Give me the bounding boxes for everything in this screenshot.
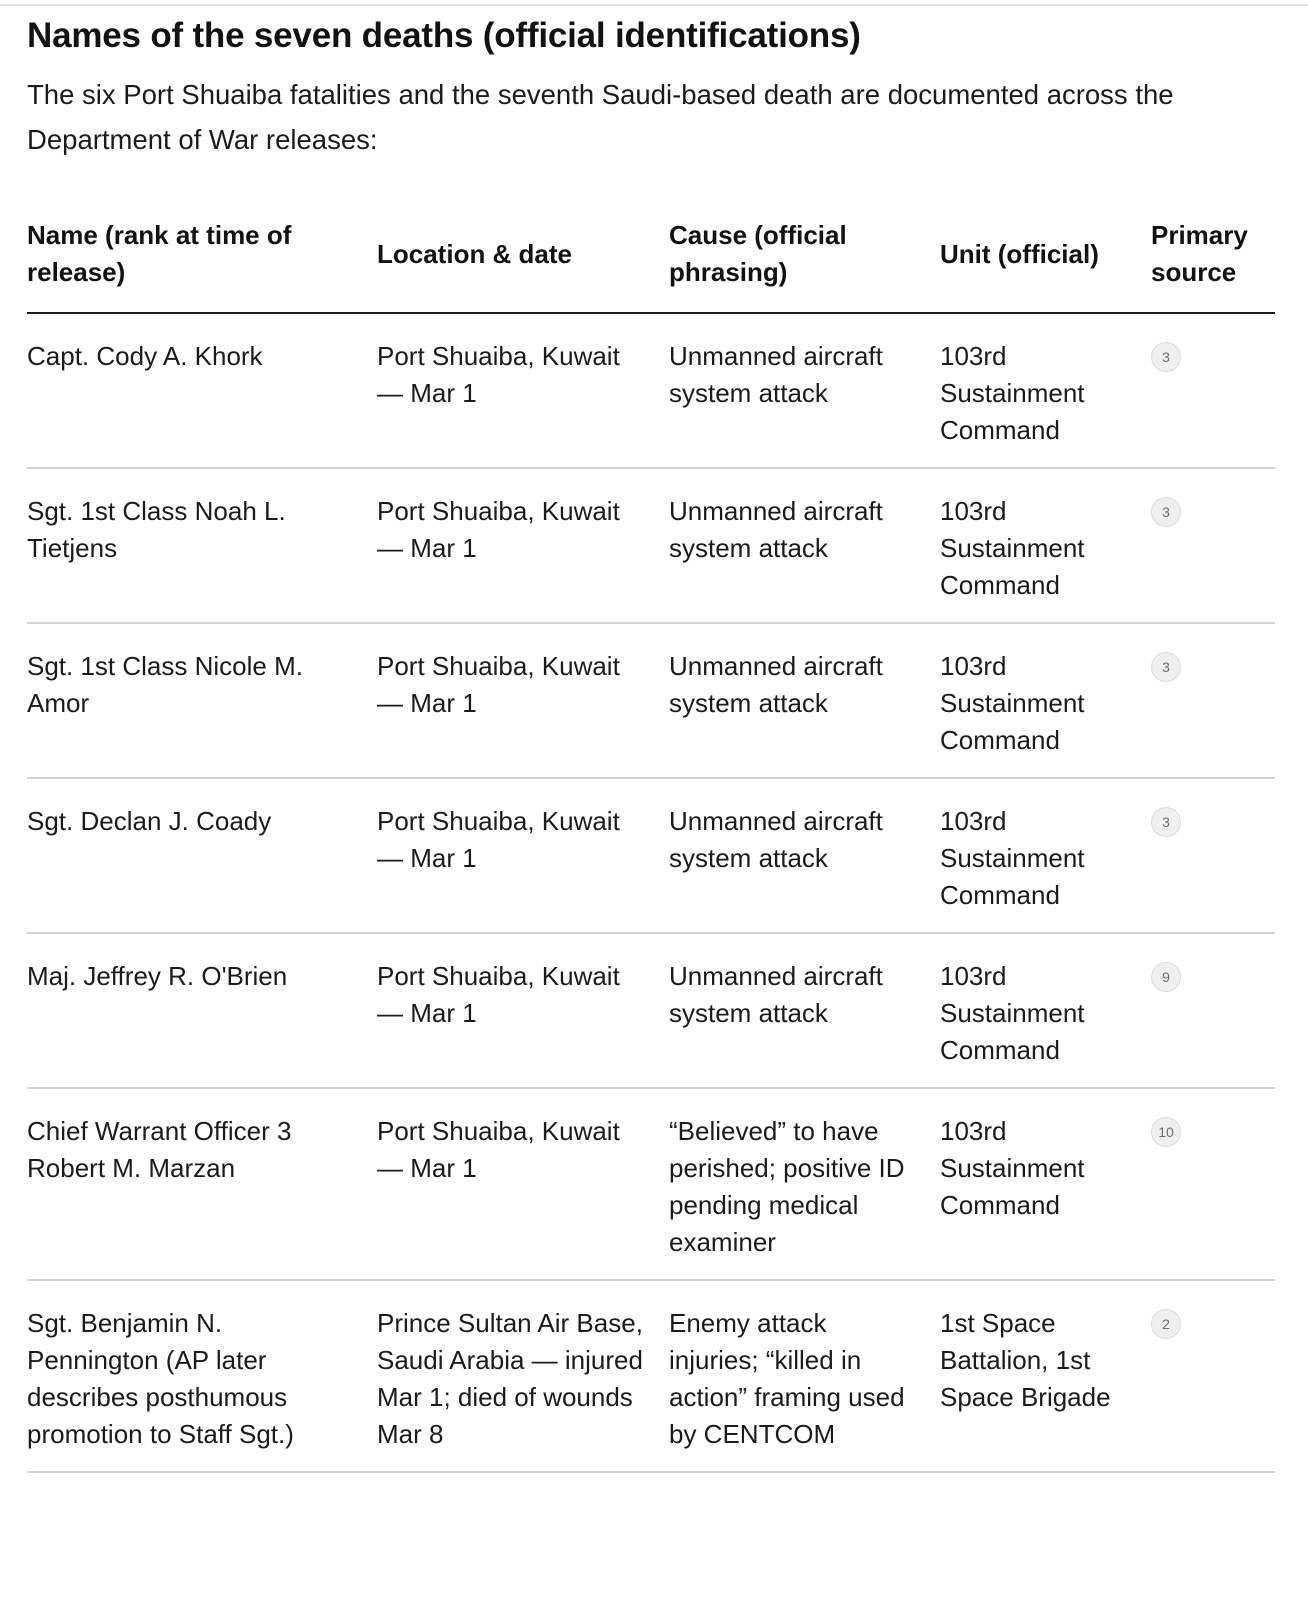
unit-text: 103rd Sustainment Command	[940, 341, 1085, 445]
location-text: Prince Sultan Air Base, Saudi Arabia — injured Mar 1; died of wounds Mar 8	[377, 1308, 643, 1449]
location-cell	[377, 468, 669, 623]
column-header-unit: Unit (official)	[940, 196, 1151, 313]
source-citation-badge[interactable]: 10	[1151, 1117, 1181, 1147]
column-header-cause: Cause (official phrasing)	[669, 196, 940, 313]
source-cell	[1151, 313, 1275, 468]
table-row	[27, 468, 1275, 623]
location-text: Port Shuaiba, Kuwait — Mar 1	[377, 961, 620, 1028]
table-row	[27, 933, 1275, 1088]
table-row	[27, 313, 1275, 468]
name-cell	[27, 778, 377, 933]
intro-paragraph: The six Port Shuaiba fatalities and the seventh Saudi-based death are documented across the Department of War releases:	[27, 79, 1174, 155]
unit-text: 103rd Sustainment Command	[940, 961, 1085, 1065]
top-divider	[0, 4, 1308, 6]
cause-text: Unmanned aircraft system attack	[669, 496, 883, 563]
cause-cell	[669, 933, 940, 1088]
source-cell	[1151, 778, 1275, 933]
cause-text: Unmanned aircraft system attack	[669, 961, 883, 1028]
cause-cell	[669, 1280, 940, 1472]
cause-cell	[669, 778, 940, 933]
cause-cell	[669, 1088, 940, 1280]
source-citation-badge[interactable]: 3	[1151, 497, 1181, 527]
source-citation-badge[interactable]: 3	[1151, 342, 1181, 372]
column-header-location: Location & date	[377, 196, 669, 313]
location-text: Port Shuaiba, Kuwait — Mar 1	[377, 651, 620, 718]
deaths-table	[27, 196, 1275, 1473]
name-text: Sgt. Declan J. Coady	[27, 806, 272, 836]
table-header-row	[27, 196, 1275, 313]
cause-text: Unmanned aircraft system attack	[669, 806, 883, 873]
name-cell	[27, 1280, 377, 1472]
cause-cell	[669, 468, 940, 623]
location-cell	[377, 313, 669, 468]
location-cell	[377, 1088, 669, 1280]
location-cell	[377, 778, 669, 933]
source-cell	[1151, 623, 1275, 778]
unit-cell	[940, 1088, 1151, 1280]
unit-text: 103rd Sustainment Command	[940, 806, 1085, 910]
table-row	[27, 778, 1275, 933]
section-title: Names of the seven deaths (official identifications)	[27, 16, 861, 55]
name-cell	[27, 313, 377, 468]
column-header-name: Name (rank at time of release)	[27, 196, 377, 313]
unit-cell	[940, 933, 1151, 1088]
cause-cell	[669, 623, 940, 778]
location-text: Port Shuaiba, Kuwait — Mar 1	[377, 806, 620, 873]
location-text: Port Shuaiba, Kuwait — Mar 1	[377, 496, 620, 563]
name-text: Sgt. 1st Class Noah L. Tietjens	[27, 496, 286, 563]
cause-text: Unmanned aircraft system attack	[669, 341, 883, 408]
source-citation-badge[interactable]: 3	[1151, 652, 1181, 682]
source-cell	[1151, 468, 1275, 623]
location-cell	[377, 933, 669, 1088]
cause-text: Enemy attack injuries; “killed in action” framing used by CENTCOM	[669, 1308, 905, 1449]
unit-text: 103rd Sustainment Command	[940, 496, 1085, 600]
location-cell	[377, 1280, 669, 1472]
location-text: Port Shuaiba, Kuwait — Mar 1	[377, 341, 620, 408]
location-text: Port Shuaiba, Kuwait — Mar 1	[377, 1116, 620, 1183]
name-cell	[27, 468, 377, 623]
location-cell	[377, 623, 669, 778]
unit-cell	[940, 1280, 1151, 1472]
name-text: Maj. Jeffrey R. O'Brien	[27, 961, 288, 991]
name-text: Chief Warrant Officer 3 Robert M. Marzan	[27, 1116, 292, 1183]
name-cell	[27, 1088, 377, 1280]
cause-text: Unmanned aircraft system attack	[669, 651, 883, 718]
table-row	[27, 1088, 1275, 1280]
source-cell	[1151, 933, 1275, 1088]
unit-text: 1st Space Battalion, 1st Space Brigade	[940, 1308, 1111, 1412]
source-citation-badge[interactable]: 3	[1151, 807, 1181, 837]
cause-text: “Believed” to have perished; positive ID pending medical examiner	[669, 1116, 905, 1257]
name-text: Sgt. 1st Class Nicole M. Amor	[27, 651, 303, 718]
unit-cell	[940, 468, 1151, 623]
source-cell	[1151, 1088, 1275, 1280]
name-cell	[27, 933, 377, 1088]
name-text: Sgt. Benjamin N. Pennington (AP later describes posthumous promotion to Staff Sgt.)	[27, 1308, 294, 1449]
table-row	[27, 623, 1275, 778]
source-cell	[1151, 1280, 1275, 1472]
unit-cell	[940, 623, 1151, 778]
unit-text: 103rd Sustainment Command	[940, 1116, 1085, 1220]
source-citation-badge[interactable]: 9	[1151, 962, 1181, 992]
name-text: Capt. Cody A. Khork	[27, 341, 263, 371]
cause-cell	[669, 313, 940, 468]
name-cell	[27, 623, 377, 778]
unit-text: 103rd Sustainment Command	[940, 651, 1085, 755]
unit-cell	[940, 313, 1151, 468]
column-header-source: Primary source	[1151, 196, 1275, 313]
table-row	[27, 1280, 1275, 1472]
unit-cell	[940, 778, 1151, 933]
source-citation-badge[interactable]: 2	[1151, 1309, 1181, 1339]
